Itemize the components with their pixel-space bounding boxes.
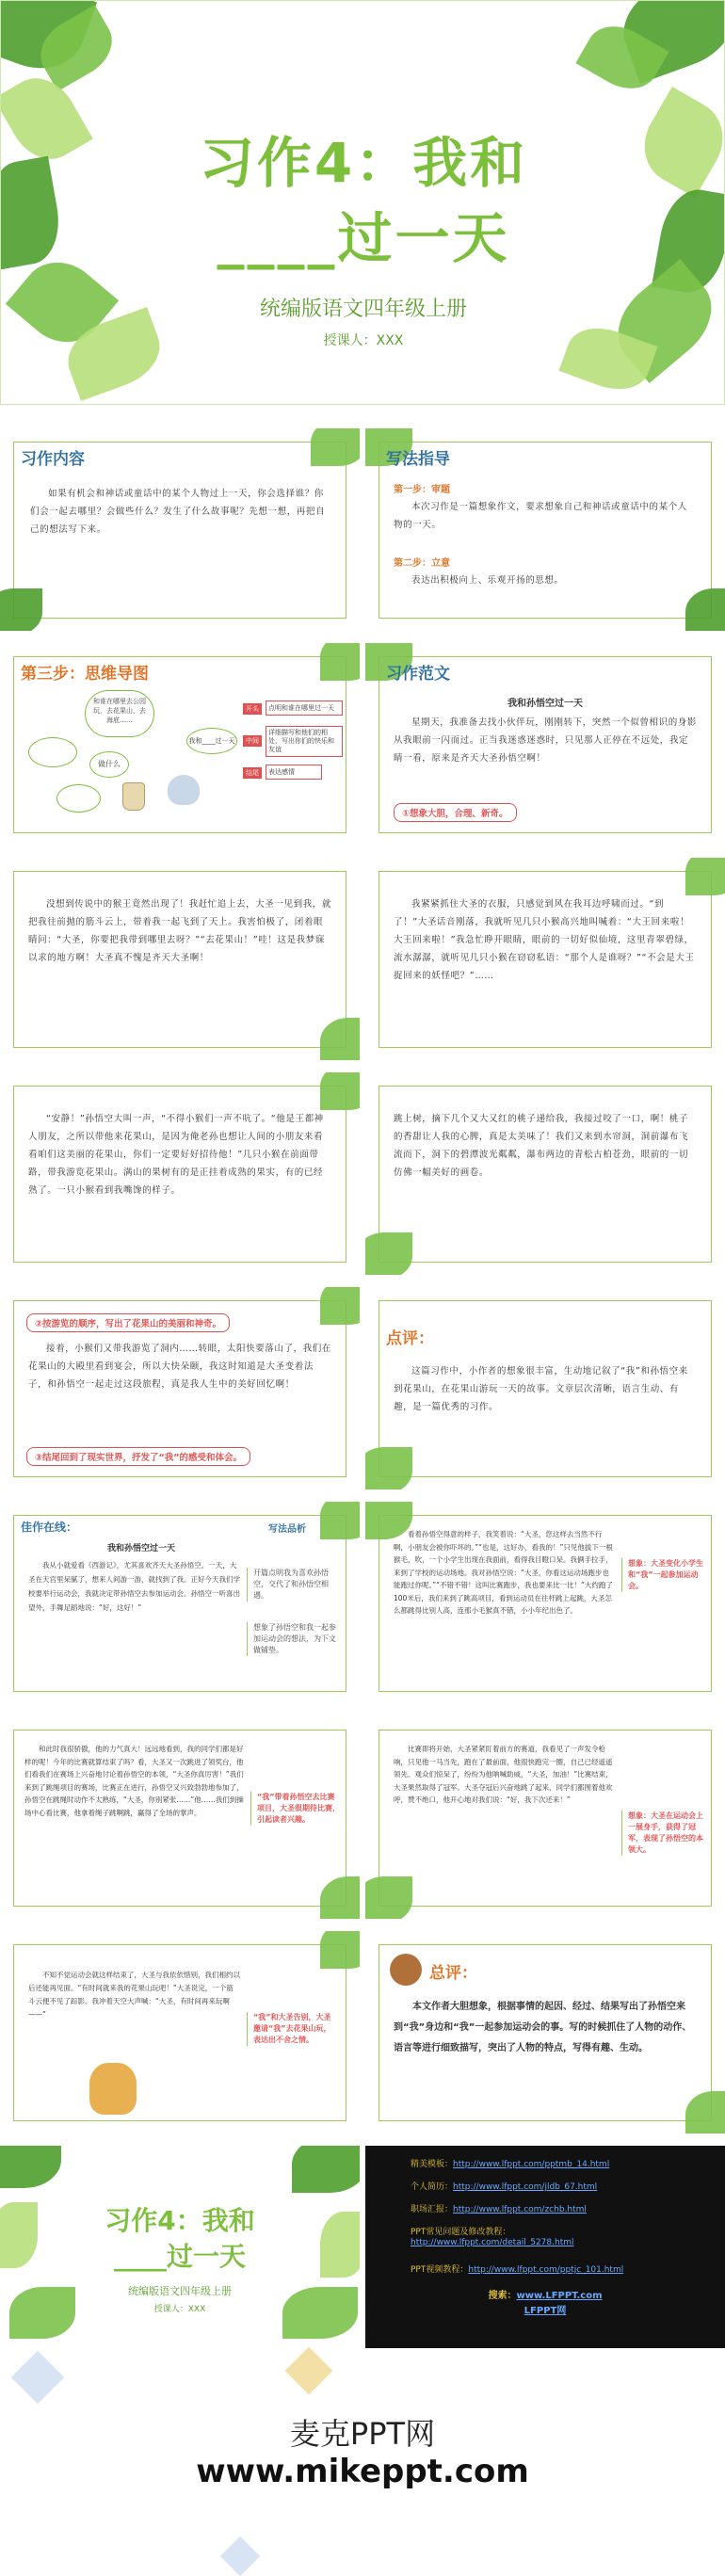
annotation: 想象：大圣变化小学生和“我”一起参加运动会。	[621, 1558, 706, 1592]
slide-body: 星期天，我准备去找小伙伴玩，刚刚转下，突然一个似曾相识的身影从我眼前一闪而过。正当我迷惑迷惑时，只见那人正停在不远处，我定睛一看，原来是齐天大圣孙悟空啊！	[394, 717, 698, 764]
slide-body: “安静！”孙悟空大叫一声，“不得小猴们一声不吭了。“他是王都神人朋友，之所以带他来花果山，是因为俺老孙也想让人间的小朋友来看看咱们这美丽的花果山，你们一定要好好招待他！”几只小猴在前面带路，带我游览花果山。满山的果树有的是正挂着成熟的果实，有的已经熟了。一只小猴看到我嘴馋的样子。	[28, 1114, 324, 1196]
annotation: 想象了孙悟空和我一起参加运动会的想法，为下文做铺垫。	[247, 1622, 337, 1656]
cover-title-line1: 习作4：我和	[199, 131, 528, 195]
monkey-king-icon	[89, 2063, 137, 2115]
template-link[interactable]: http://www.lfppt.com/pptmb_14.html	[453, 2160, 610, 2169]
end-cover-slide	[0, 2146, 360, 2348]
step2-text: 表达出积极向上、乐观开扬的思想。	[411, 575, 564, 586]
cover-title-line2: ____过一天	[217, 206, 510, 270]
tutorial-label: PPT常见问题及修改教程：	[411, 2228, 511, 2237]
branch2-tag: 中间	[243, 735, 262, 747]
empty-cloud	[56, 784, 101, 813]
end-title-line1: 习作4：我和	[105, 2205, 255, 2236]
link-row	[411, 2262, 623, 2275]
link-label: 个人简历：	[411, 2182, 454, 2192]
step1-label: 第一步：审题	[394, 485, 450, 495]
leaf-decoration	[685, 858, 725, 895]
annotation: “我”带着孙悟空去比赛项目，大圣很期待比赛，引起读者兴趣。	[250, 1792, 341, 1826]
links-slide	[365, 2146, 725, 2348]
slide-essay-part	[0, 1072, 360, 1275]
leaf-decoration	[365, 1876, 412, 1919]
thought-bubble: 做什么	[89, 751, 129, 778]
center-node: 我和____过一天	[186, 728, 237, 754]
cloud-box: 和谁在哪里去公园玩，去花果山，去海底……	[85, 690, 154, 737]
leaf-decoration	[320, 1072, 360, 1110]
slide-body: 和此时我很骄傲，他的力气真大！远远地看到，我的同学们都是好样的呢！今年的比赛就算结束了吗？看，大圣又一次跳进了领奖台，他们看我们在赛场上兴奋地讨论着孙悟空的本领，“大圣你真厉害！”我们来到了跳绳项目的赛场，比赛正在进行，孙悟空又兴致勃勃地参加了，孙悟空在跳绳时动作不太熟练，“大圣，你别紧张……”他……我们到操场中心看比赛，他拿着绳子跳啊跳，赢得了全场的掌声。	[24, 1745, 244, 1817]
leaf-decoration	[320, 1931, 360, 1969]
annotation: 想象：大圣在运动会上一展身手，获得了冠军，表现了孙悟空的本领大。	[621, 1811, 706, 1856]
leaf-decoration	[0, 588, 42, 631]
resume-link[interactable]: http://www.lfppt.com/jldb_67.html	[453, 2182, 598, 2192]
end-title-line2: ____过一天	[113, 2241, 246, 2272]
branch3-text: 表达感情	[266, 765, 322, 780]
search-row	[365, 2287, 725, 2301]
slide-body: 接着，小猴们又带我游览了洞内……转眼，太阳快要落山了，我们在花果山的大殿里看到宴会，所以大快朵颐，我这时知道是大圣变着法子，和孙悟空一起走过这段旅程，真是我人生中的美好回忆啊！	[28, 1344, 332, 1390]
branch1-text: 点明和谁在哪里过一天	[266, 700, 343, 716]
step1-text: 本次习作是一篇想象作文，要求想象自己和神话或童话中的某个人物的一天。	[394, 502, 687, 530]
cover-slide	[0, 0, 725, 405]
note-box: ②按游览的顺序，写出了花果山的美丽和神奇。	[26, 1313, 230, 1332]
leaf-decoration	[292, 2146, 360, 2193]
leaf-decoration	[320, 643, 360, 681]
annotation: 开篇点明我为喜欢孙悟空，交代了和孙悟空相遇。	[247, 1568, 337, 1602]
footer-url[interactable]: www.mikeppt.com	[196, 2453, 529, 2490]
slide-writing-content	[0, 428, 360, 631]
link-label: 精美模板：	[411, 2160, 454, 2169]
slide-title: 佳作在线：	[21, 1521, 78, 1534]
end-teacher: 授课人：XXX	[153, 2305, 206, 2314]
branch2-text: 详细描写和他们的相处，写出你们的快乐和友谊	[266, 726, 343, 757]
slide-title: 第三步：思维导图	[21, 665, 149, 684]
cover-subtitle: 统编版语文四年级上册	[259, 298, 467, 321]
slide-writing-guide	[365, 428, 725, 631]
slide-summary	[365, 1931, 725, 2133]
slide-mind-map	[0, 643, 360, 845]
empty-cloud	[28, 737, 77, 767]
leaf-decoration	[320, 1287, 360, 1325]
slide-title: 点评：	[386, 1329, 434, 1348]
footer-diamond-decoration	[285, 2347, 333, 2395]
brand-link[interactable]: LFPPT网	[524, 2306, 567, 2316]
link-label: 职场汇报：	[411, 2205, 454, 2214]
leaf-decoration	[365, 1232, 412, 1275]
slide-body: 我从小就爱看《西游记》，尤其喜欢齐天大圣孙悟空。一天，大圣在天宫里呆腻了，想来人间游一游，就找到了我。正好今天我们学校要举行运动会，我就决定带孙悟空去参加运动会。孙悟空一听喜出望外，手舞足蹈地说：“好，这好！”	[28, 1561, 240, 1612]
slide-sample-essay	[365, 643, 725, 845]
tutorial-link[interactable]: http://www.lfppt.com/detail_5278.html	[411, 2238, 574, 2247]
slide-body: 这篇习作中，小作者的想象很丰富，生动地记叙了“我”和孙悟空来到花果山，在花果山游玩一天的故事。文章层次清晰，语言生动、有趣，是一篇优秀的习作。	[394, 1366, 688, 1412]
report-link[interactable]: http://www.lfppt.com/zchb.html	[453, 2205, 587, 2214]
slide-body: 看着孙悟空得意的样子，我笑着说：“大圣，您这样去当然不行啊，小朋友会被你吓坏的。”“也是，这好办，看我的！”只见他拔下一根猴毛，吹，一个小学生出现在我面前，看得我目瞪口呆。我俩手拉手，来到了学校的运动场地。我对孙悟空说：“大圣，你看这运动场跑步也能跑过你呢。”“不错不错！这叫比赛跑步，我也要来比一比！”大约跑了100米后，我们来到了跳高项目，看到运动员在往杆跳上起跳，大圣怎么都跳得比别人高，连那小毛猴真不错，小小年纪出色了。	[394, 1530, 613, 1615]
essay-title: 我和孙悟空过一天	[508, 699, 583, 709]
slide-body: 如果有机会和神话或童话中的某个人物过上一天，你会选择谁？你们会一起去哪里？会做些什么？发生了什么故事呢？先想一想，再把自己的想法写下来。	[30, 489, 326, 535]
note-box: ①想象大胆，合理、新奇。	[394, 803, 517, 822]
leaf-decoration	[0, 2146, 61, 2188]
footer-brand: 麦克PPT网	[289, 2416, 436, 2452]
slide-essay-annotated	[365, 1502, 725, 1704]
branch1-tag: 开头	[243, 703, 262, 715]
slide-essay-annotated	[365, 1716, 725, 1919]
slide-essay-part	[0, 858, 360, 1060]
video-link[interactable]: http://www.lfppt.com/pptjc_101.html	[468, 2265, 624, 2275]
slide-body: 跳上树，摘下几个又大又红的桃子递给我，我接过咬了一口，啊！桃子的香甜让人我的心脾，真是太美味了！我们又来到水帘洞，洞前瀑布飞流而下，洞下的碧潭波光粼粼，瀑布两边的青松古柏苍劲，眼前的一切仿佛一幅美好的画卷。	[394, 1114, 689, 1178]
slide-excellent-essay	[0, 1502, 360, 1704]
elephant-icon	[168, 775, 200, 805]
jar-icon	[122, 782, 145, 811]
annotation: “我”和大圣告别，大圣邀请“我”去花果山玩，表达出不舍之情。	[247, 2012, 337, 2046]
leaf-decoration	[311, 428, 360, 466]
cover-teacher: 授课人：XXX	[323, 333, 404, 348]
slide-title: 总评：	[429, 1964, 477, 1983]
slide-essay-part	[365, 1072, 725, 1275]
slide-title: 习作范文	[386, 665, 450, 684]
slide-title: 习作内容	[21, 450, 85, 469]
search-label: 搜索：	[488, 2291, 517, 2301]
link-label: PPT视频教程：	[411, 2265, 469, 2275]
slide-body: 本文作者大胆想象，根据事情的起因、经过、结果写出了孙悟空来到“我”身边和“我”一起参加运动会的事。写的时候抓住了人物的动作、语言等进行细致描写，突出了人物的特点，写得有趣、生动。	[394, 2002, 692, 2053]
end-subtitle: 统编版语文四年级上册	[128, 2285, 232, 2297]
search-site-link[interactable]: www.LFPPT.com	[516, 2291, 603, 2301]
branch3-tag: 结尾	[243, 767, 262, 779]
leaf-decoration	[320, 1502, 360, 1539]
slide-body: 不知不觉运动会就这样结束了，大圣与我依依惜别，我们相约以后还能再见面。“有时间就来我的花果山玩吧！”大圣说完，一个筋斗云便不见了踪影。我冲着天空大声喊：“大圣，有时间再来玩啊——”	[28, 1971, 240, 2019]
link-row	[411, 2202, 587, 2214]
footer-diamond-decoration	[11, 2351, 65, 2405]
slide-essay-annotated	[0, 1716, 360, 1919]
slide-body: 我紧紧抓住大圣的衣服，只感觉到风在我耳边呼啸而过。“到了！”大圣话音刚落，我就听见几只小猴高兴地叫喊着：“大王回来啦！大王回来啦！”我急忙睁开眼睛，眼前的一切好似仙境，这里青翠碧绿，流水潺潺，就听见几只小猴在窃窃私语：“那个人是谁呀？”“不会是大王捉回来的妖怪吧？”……	[394, 899, 695, 981]
step2-label: 第二步：立意	[394, 558, 450, 569]
slide-essay-annotated	[0, 1931, 360, 2133]
slide-essay-part	[0, 1287, 360, 1489]
monkey-face-icon	[390, 1954, 422, 1986]
slide-comment	[365, 1287, 725, 1489]
link-row	[411, 2180, 597, 2192]
link-row	[411, 2157, 609, 2169]
slide-body: 没想到传说中的猴王竟然出现了！我赶忙追上去，大圣一见到我，就把我往前抛的筋斗云上，带着我一起飞到了天上。我害怕极了，闭着眼睛问：“大圣，你要把我带到哪里去呀？”“去花果山！”哇！这是我梦寐以求的地方啊！大圣真不愧是齐天大圣啊！	[28, 899, 332, 963]
slide-body: 比赛即将开始，大圣紧紧盯着前方的赛道，我看见了一声发令枪响，只见他一马当先，跑在了最前面，他很快跑完一圈，自己已经遥遥领先。观众们惊呆了，纷纷为他呐喊助威，“大圣，加油！”比赛结束，大圣果然取得了冠军。大圣夺冠后兴奋地跳了起来，同学们都围着他欢呼，赞不绝口，他开心地对我们说：“好，我下次还来！”	[394, 1745, 613, 1804]
note-box: ③结尾回到了现实世界，抒发了“我”的感受和体会。	[26, 1447, 250, 1466]
leaf-decoration	[365, 1447, 412, 1489]
analysis-tab: 写法品析	[268, 1524, 306, 1535]
slide-essay-part	[365, 858, 725, 1060]
essay-title: 我和孙悟空过一天	[106, 1544, 175, 1554]
slide-title: 写法指导	[386, 450, 450, 469]
